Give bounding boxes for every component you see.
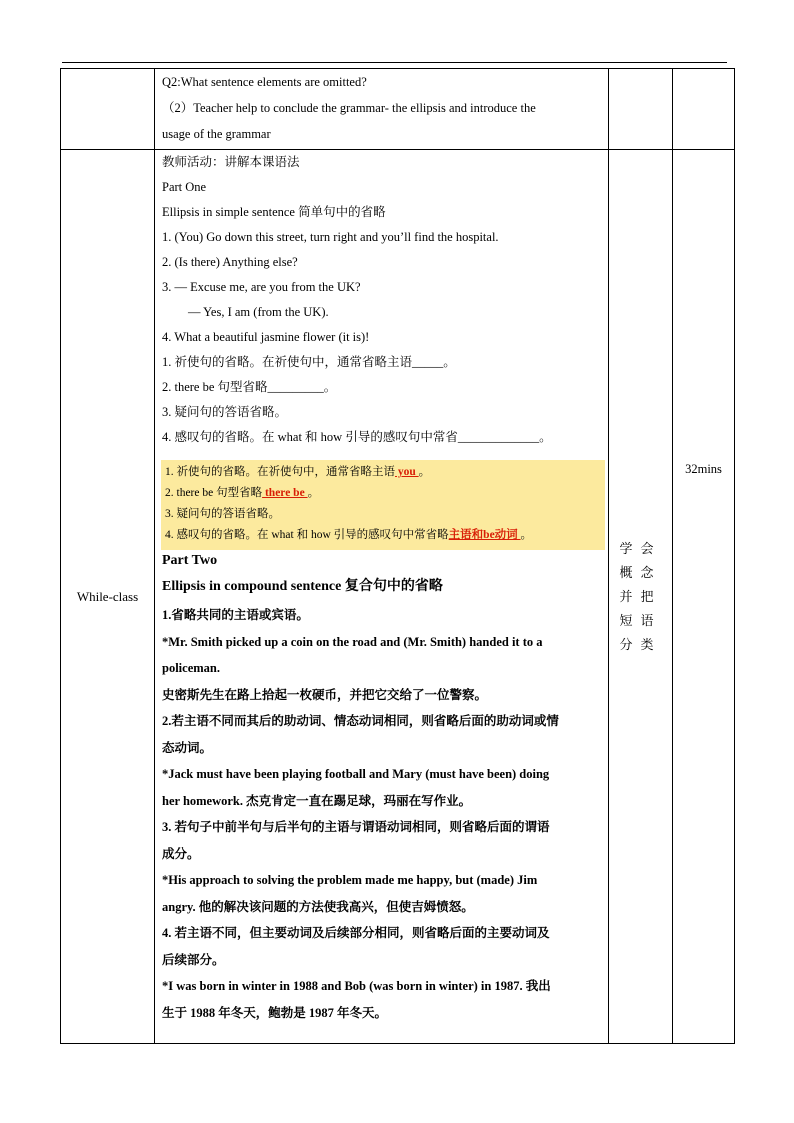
text-line: 4. 感叹句的省略。在 what 和 how 引导的感叹句中常省_____________。 [162, 430, 552, 444]
text-line: 史密斯先生在路上拾起一枚硬币，并把它交给了一位警察。 [162, 687, 488, 702]
text-line: 3. 疑问句的答语省略。 [162, 405, 288, 419]
text-line: *I was born in winter in 1988 and Bob (was born in winter) in 1987. 我出 [162, 979, 551, 993]
time-cell: 32mins [673, 150, 735, 1044]
header-rule [62, 62, 727, 63]
text-line: *His approach to solving the problem made me happy, but (made) Jim [162, 873, 538, 887]
answer-text: 。 [307, 487, 320, 499]
table-row [61, 150, 735, 1044]
content-cell [155, 150, 609, 1044]
part-two-title: Ellipsis in compound sentence 复合句中的省略 [162, 579, 443, 594]
answer-fill: there be [262, 487, 308, 499]
stage-cell: While-class [61, 150, 155, 1044]
text-line: 3. — Excuse me, are you from the UK? [162, 280, 361, 294]
answer-text: 4. 感叹句的省略。在 what 和 how 引导的感叹句中常省略 [165, 529, 449, 541]
text-line: 4. What a beautiful jasmine flower (it is)! [162, 330, 370, 344]
text-line: — Yes, I am (from the UK). [188, 305, 329, 319]
text-line: Part One [162, 180, 207, 194]
text-line: her homework. 杰克肯定一直在踢足球，玛丽在写作业。 [162, 793, 472, 808]
text-line: 3. 若句子中前半句与后半句的主语与谓语动词相同，则省略后面的谓语 [162, 820, 550, 834]
text-line: 2. there be 句型省略_________。 [162, 380, 337, 394]
answer-text: 1. 祈使句的省略。在祈使句中，通常省略主语 [165, 466, 395, 478]
answer-text: 2. there be 句型省略 [165, 487, 263, 499]
text-line: 态动词。 [162, 740, 213, 755]
lesson-plan-table [60, 68, 735, 1044]
text-line: （2）Teacher help to conclude the grammar- the ellipsis and introduce the [162, 101, 536, 115]
text-line: policeman. [162, 661, 220, 675]
text-line: angry. 他的解决该问题的方法使我高兴，但使吉姆愤怒。 [162, 899, 474, 914]
answer-fill: you [395, 466, 419, 478]
text-line: 后续部分。 [162, 952, 225, 967]
text-line: 1. 祈使句的省略。在祈使句中，通常省略主语_____。 [162, 355, 456, 369]
text-line: 2. (Is there) Anything else? [162, 255, 298, 269]
answer-line [165, 483, 601, 504]
part-two-heading: Part Two [162, 553, 218, 568]
goal-cell [609, 69, 673, 150]
goal-cell: 学会概念并把短语分类 [609, 150, 673, 1044]
answer-box [161, 460, 605, 550]
text-line: 2.若主语不同而其后的助动词、情态动词相同，则省略后面的助动词或情 [162, 714, 559, 728]
answer-line [165, 525, 601, 546]
time-cell [673, 69, 735, 150]
text-line: *Mr. Smith picked up a coin on the road and (Mr. Smith) handed it to a [162, 634, 543, 649]
answer-text: 。 [418, 466, 431, 478]
part-two-body [162, 602, 600, 1026]
text-line: *Jack must have been playing football and Mary (must have been) doing [162, 767, 550, 781]
text-line: 4. 若主语不同，但主要动词及后续部分相同，则省略后面的主要动词及 [162, 926, 550, 940]
text-line: Ellipsis in simple sentence 简单句中的省略 [162, 205, 386, 219]
text-line: 生于 1988 年冬天，鲍勃是 1987 年冬天。 [162, 1005, 388, 1020]
content-cell [155, 69, 609, 150]
text-line: Q2:What sentence elements are omitted? [162, 75, 367, 89]
stage-cell [61, 69, 155, 150]
text-line: 教师活动：讲解本课语法 [162, 155, 300, 169]
answer-line: 3. 疑问句的答语省略。 [165, 508, 280, 520]
answer-fill: 主语和be动词 [448, 529, 521, 541]
answer-text: 。 [520, 529, 533, 541]
text-line: 成分。 [162, 846, 200, 861]
answer-line [165, 462, 601, 483]
text-line: usage of the grammar [162, 127, 271, 141]
table-row [61, 69, 735, 150]
text-line: 1. (You) Go down this street, turn right and you’ll find the hospital. [162, 230, 499, 244]
text-line: 1.省略共同的主语或宾语。 [162, 608, 309, 622]
